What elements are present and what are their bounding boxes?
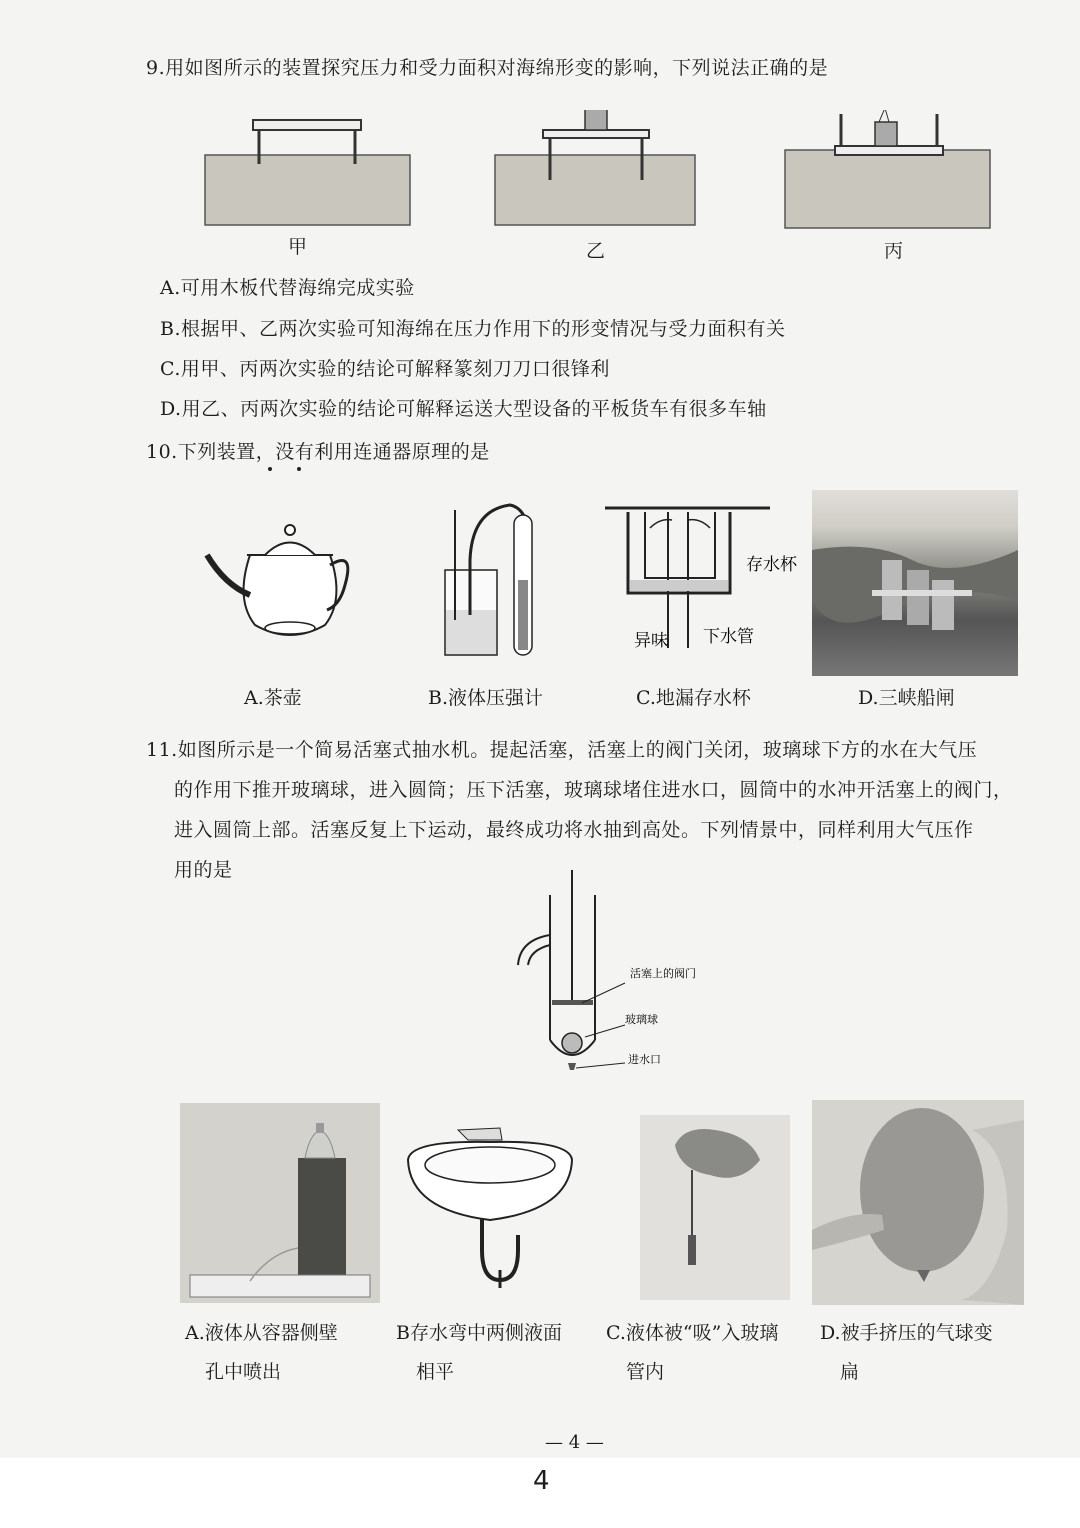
q11-stem-line-1: 11.如图所示是一个简易活塞式抽水机。提起活塞，活塞上的阀门关闭，玻璃球下方的水在大气压 bbox=[146, 739, 978, 761]
sponge-figure-yi bbox=[495, 110, 695, 225]
emphasis-dot bbox=[297, 467, 301, 471]
bottle-spray-photo bbox=[180, 1103, 380, 1303]
floor-drain-figure bbox=[600, 498, 800, 658]
page-mark: — 4 — bbox=[545, 1432, 604, 1453]
q11-stem-line-3: 进入圆筒上部。活塞反复上下运动，最终成功将水抽到高处。下列情景中，同样利用大气压作 bbox=[174, 819, 974, 841]
drain-odor-label: 异味 bbox=[634, 631, 668, 651]
drain-pipe-label: 下水管 bbox=[703, 627, 754, 647]
q9-option-b: B.根据甲、乙两次实验可知海绵在压力作用下的形变情况与受力面积有关 bbox=[160, 318, 786, 340]
q9-fig-label-yi: 乙 bbox=[586, 240, 606, 262]
balloon-photo bbox=[812, 1100, 1024, 1305]
emphasis-dot bbox=[268, 467, 272, 471]
dropper-photo bbox=[640, 1115, 790, 1300]
sink-trap-figure bbox=[400, 1110, 580, 1290]
q9-option-a: A.可用木板代替海绵完成实验 bbox=[160, 277, 415, 299]
q11-caption-d-line-2: 扁 bbox=[840, 1361, 860, 1383]
page-number: 4 bbox=[533, 1466, 550, 1496]
piston-pump-figure bbox=[500, 865, 760, 1080]
q11-caption-c-line-1: C.液体被“吸”入玻璃 bbox=[606, 1322, 779, 1344]
q9-option-d: D.用乙、丙两次实验的结论可解释运送大型设备的平板货车有很多车轴 bbox=[160, 398, 767, 420]
q11-caption-d-line-1: D.被手挤压的气球变 bbox=[820, 1322, 993, 1344]
q9-stem: 9.用如图所示的装置探究压力和受力面积对海绵形变的影响，下列说法正确的是 bbox=[146, 57, 829, 79]
manometer-figure bbox=[440, 500, 540, 670]
q11-caption-b-line-2: 相平 bbox=[416, 1361, 455, 1383]
ship-lock-photo bbox=[812, 490, 1018, 676]
pump-inlet-label: 进水口 bbox=[628, 1053, 661, 1066]
q11-caption-b-line-1: B存水弯中两侧液面 bbox=[396, 1322, 562, 1344]
drain-cup-label: 存水杯 bbox=[746, 555, 797, 575]
pump-ball-label: 玻璃球 bbox=[625, 1013, 658, 1026]
q11-stem-line-2: 的作用下推开玻璃球，进入圆筒；压下活塞，玻璃球堵住进水口，圆筒中的水冲开活塞上的阀门， bbox=[174, 779, 1013, 801]
q9-option-c: C.用甲、丙两次实验的结论可解释篆刻刀刀口很锋利 bbox=[160, 358, 610, 380]
q10-caption-c: C.地漏存水杯 bbox=[636, 687, 751, 709]
q11-caption-c-line-2: 管内 bbox=[626, 1361, 665, 1383]
sponge-figure-bing bbox=[785, 110, 990, 228]
teapot-figure bbox=[195, 510, 360, 645]
sponge-figure-jia bbox=[205, 120, 410, 225]
q11-caption-a-line-2: 孔中喷出 bbox=[205, 1361, 282, 1383]
q9-fig-label-jia: 甲 bbox=[288, 236, 308, 258]
q10-caption-a: A.茶壶 bbox=[244, 687, 302, 709]
q10-caption-b: B.液体压强计 bbox=[428, 687, 544, 709]
q10-stem: 10.下列装置，没有利用连通器原理的是 bbox=[146, 441, 490, 463]
pump-valve-label: 活塞上的阀门 bbox=[630, 967, 696, 980]
q10-caption-d: D.三峡船闸 bbox=[858, 687, 955, 709]
q9-fig-label-bing: 丙 bbox=[884, 240, 904, 262]
q11-caption-a-line-1: A.液体从容器侧壁 bbox=[185, 1322, 338, 1344]
q11-stem-line-4: 用的是 bbox=[174, 859, 233, 881]
